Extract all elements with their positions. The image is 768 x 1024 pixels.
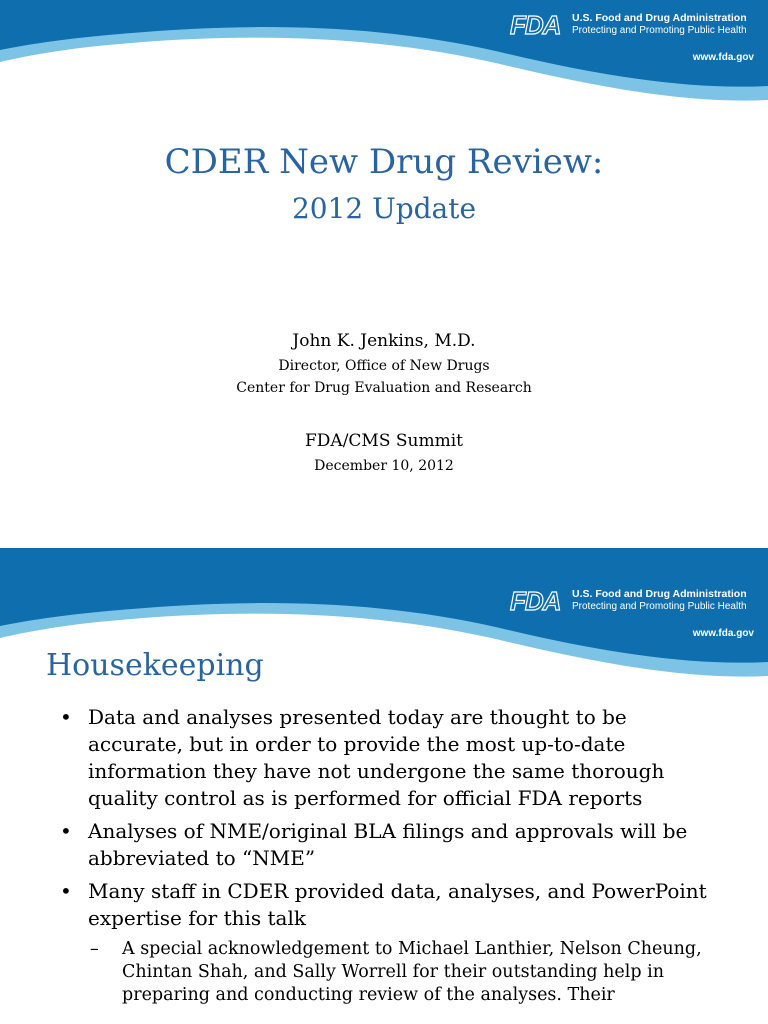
slide-heading: Housekeeping xyxy=(46,648,264,683)
presenter-name: John K. Jenkins, M.D. xyxy=(292,331,476,351)
bullet-text: Analyses of NME/original BLA filings and approvals will be abbreviated to “NME” xyxy=(88,819,688,870)
bullet-icon: • xyxy=(60,879,72,903)
bullet-text: Many staff in CDER provided data, analyses, and PowerPoint expertise for this talk xyxy=(88,879,707,930)
fda-logo-mark: FDA xyxy=(510,586,561,616)
slide-divider xyxy=(0,548,768,576)
event-name: FDA/CMS Summit xyxy=(305,431,463,451)
event-date: December 10, 2012 xyxy=(314,458,454,474)
fda-logo xyxy=(510,12,750,42)
fda-logo xyxy=(510,588,750,618)
presenter-role: Director, Office of New Drugs xyxy=(278,358,490,374)
agency-name: U.S. Food and Drug Administration xyxy=(572,12,747,24)
bullet-icon: • xyxy=(60,705,72,729)
housekeeping-slide xyxy=(0,576,768,1024)
list-item xyxy=(58,878,718,1007)
presenter-center: Center for Drug Evaluation and Research xyxy=(236,380,532,396)
agency-tagline: Protecting and Promoting Public Health xyxy=(572,601,747,612)
list-item xyxy=(58,818,718,872)
website-url: www.fda.gov xyxy=(692,628,754,639)
slide-title: CDER New Drug Review: xyxy=(164,142,604,182)
slide-subtitle: 2012 Update xyxy=(291,192,477,225)
sub-bullet-text: A special acknowledgement to Michael Lanthier, Nelson Cheung, Chintan Shah, and Sally Worrell for their outstanding help in preparing and conducting review of the analyses. Their xyxy=(122,939,702,1005)
dash-icon: – xyxy=(90,939,99,959)
agency-tagline: Protecting and Promoting Public Health xyxy=(572,25,747,36)
sub-bullet-list xyxy=(88,938,718,1007)
bullet-icon: • xyxy=(60,819,72,843)
website-url: www.fda.gov xyxy=(692,52,754,63)
agency-name: U.S. Food and Drug Administration xyxy=(572,588,747,600)
sub-list-item xyxy=(88,938,718,1007)
bullet-text: Data and analyses presented today are thought to be accurate, but in order to provide the most up-to-date information they have not undergone the same thorough quality control as is performed for official FDA reports xyxy=(88,705,665,810)
list-item xyxy=(58,704,718,812)
fda-logo-mark: FDA xyxy=(510,10,561,40)
bullet-list xyxy=(58,704,718,1013)
